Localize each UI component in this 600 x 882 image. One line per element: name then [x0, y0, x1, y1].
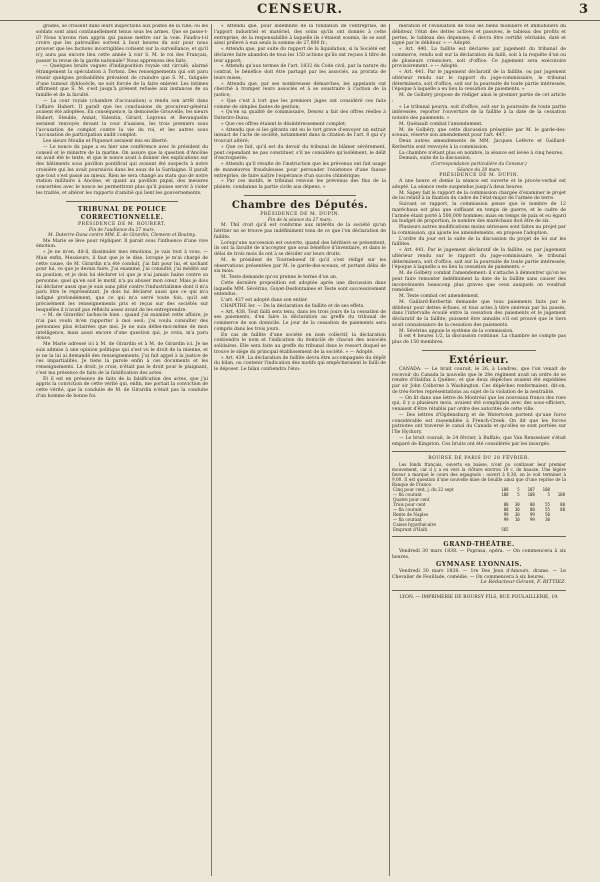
newspaper-title: CENSEUR.: [256, 2, 344, 17]
bourse-value: 108: [542, 487, 550, 493]
article-paragraph: « Je ne m'en, dit-il, dissimuler mes émotions, je vais tout à vous. — Mais enfin, Messieurs, il faut que je le dise, lorsque je m'ai chargé de cette cause, de M. Girardin n'a été conduit, j'ai fait pour lui, et sachant pour lui, ce que je devais faire. J'ai examiné, j'ai consulté, j'ai médité sur sa position, et je dois lui déclarer ici que je n'ai jamais haine contre sa personne, quel qu'en soit le motif, n'a pu abuser mon cœur. Mais je dois lui déclarer aussi que je suis sans pitié contre l'industrialisme dont il m'a paru être le représentant. Je dois lui déclarer aussi que ce qui m'a indigné profondément, que ce qui m'a serré toute fois, qu'il est précisément les renseignements pris et reçus sur des sociétés sur lesquelles il n'avait pas réfléchi assez avant de les entreprendre.: [36, 250, 208, 313]
masthead: [0, 0, 600, 21]
article-paragraph: M. de Golbéry propose de rédiger ainsi le premier partie de cet article :: [392, 93, 566, 104]
article-paragraph: « Attendu que, par suite du rapport de la liquidation, si la Société est déclarée faire abandon de tous les 150 actions qu'ils ont reçues à titre de leur apport;: [214, 47, 386, 64]
bourse-value: 5: [547, 492, 550, 498]
article-paragraph: M. de Golbéry combat l'amendement: il s'attache à démontrer qu'on ne peut faire remonter indéfiniment la date de la faillite sans causer des inconvénients beaucoup plus graves que ceux auxquels on voudrait remédier.: [392, 271, 566, 294]
bourse-value: 99: [529, 512, 535, 518]
bourse-value: 10: [514, 517, 520, 523]
article-paragraph: Demain, suite de la discussion.: [399, 156, 472, 162]
editor-signature: Le Rédacteur-Gérant, F. RITTIEZ.: [480, 579, 566, 586]
seance-presidence: PRÉSIDENCE DE M. DUPIN.: [439, 173, 519, 178]
bourse-label: Emprunt d'Haïti: [393, 527, 428, 533]
bourse-label: Caisse hypothécaire: [393, 522, 436, 528]
bourse-value: 5: [517, 492, 520, 498]
article-paragraph: Il est 4 heures 1/2, la discussion continue. La chambre ne compte pas plus de 150 membres.: [392, 334, 566, 345]
bourse-value: 108: [557, 492, 565, 498]
bourse-section: [392, 456, 566, 532]
article-paragraph: « Art. 441. Par le jugement déclaratif de la faillite, ou par jugement ultérieur rendu sur le rapport du juge-commissaire, le tribunal déterminera, soit d'office, soit sur la poursuite de toute partie intéressée, l'époque à laquelle a eu lieu la cessation de paiements. »: [392, 248, 566, 271]
bourse-value: 80: [529, 502, 535, 508]
court-audience: Fin de l'audience du 27 mars.: [88, 227, 156, 233]
bourse-value: 99: [503, 512, 509, 518]
bourse-value: 5: [517, 487, 520, 493]
bourse-value: [521, 527, 536, 532]
article-paragraph: — Quelques bruits vagues d'indisposition royale ont circulé, alarmé étrangement la spéculation à Tortoni. Des renseignements qui ont paru réunir quelques probabilités prévalent de craindre que S. M., fatiguée d'une tumeur dyblocécle, ne soit forcée de la faire enlever. Les intimes affirment que S. M. s'est jusqu'à présent refusée aux instances de sa famille et de la faculté.: [36, 64, 208, 98]
article-paragraph: M. Thil croit qu'il est conforme aux intérêts de la société qu'un héritier ne se trouve pas indéfiniment tenu de ce que l'on déclaration de faillite.: [214, 223, 386, 240]
bourse-value: 30: [514, 512, 520, 518]
article-paragraph: « Art. 440. La faillite est déclarée par jugement du tribunal de commerce, rendu soit sur la déclaration du failli, soit à la requête d'un ou de plusieurs créanciers, soit d'office. Ce jugement sera exécutoire provisoirement. » — Adopté.: [392, 47, 566, 70]
bourse-note: Les fonds français, ouverts en baisse, n'ont pu continuer leur premier mouvement, car il y a eu vers la clôture environ 10 c. de hausse. Une légère faveur a marqué le cours des espagnols : ouvert à 8,30, on le voit terminer à 9,00. Il est question d'une nouvelle mise de bouille ainsi que d'une reprise de la Banque de France.: [392, 462, 566, 488]
article-paragraph: Les sieurs Moulin et Piquenot seraient mis en liberté.: [43, 139, 169, 144]
column-rule: [389, 24, 390, 876]
article-paragraph: M. le président de Tourneboeuf lit qu'il s'est rédigé sur les observations présentées par M. le garde-des-sceaux, et portant délai de six mois.: [214, 257, 386, 275]
bourse-value: 30: [514, 502, 520, 508]
court-heading: TRIBUNAL DE POLICE CORRECTIONNELLE.: [77, 205, 167, 221]
bourse-value: 565: [501, 527, 509, 533]
article-paragraph: Et il est en présence de faits de la falsification des actes, que j'ai appris la conviction de cette vérité qui, enfin, me portait la conviction de cette vérité, que la conduite de M. de Girardin n'était pas la conduite d'un homme de bonne foi.: [36, 376, 208, 399]
bourse-row: [392, 527, 566, 532]
article-paragraph: « Attendu que si les gérants ont eu le tort grave d'envoyer un extrait inexact de l'acte de société, notamment dans la citation de l'art. 8 qui s'y trouvait altéré;: [214, 127, 386, 144]
article-paragraph: — Le bruit courait, le 24 février, à Buffalo, que Van Rensselaer s'était emparé de Kingston. Ces bruits ont été considérés par les insurgés.: [392, 435, 566, 447]
article-paragraph: La chambre n'étant plus en nombre, la séance est levée à cinq heures.: [399, 150, 564, 156]
article-paragraph: « Attendu que, pour indemnité de la fondation de l'entreprise, de l'apport industriel et matériel, des soins qu'ils ont donnés à cette entreprise, de la responsabilité à laquelle ils s'étaient soumis, ils se sont ainsi prélevé à eux seuls la somme de 27,800 fr.;: [214, 24, 386, 47]
article-paragraph: « Art. 441. Par le jugement déclaratif de la faillite, ou par jugement ultérieur rendu sur le rapport du juge-commissaire, le tribunal déterminera, soit d'office, soit sur la poursuite de toute partie intéressée, l'époque à laquelle a eu lieu la cessation de paiements. »: [392, 70, 566, 93]
bourse-value: 80: [560, 502, 565, 508]
article-paragraph: A une heure et demie la séance est ouverte et le procès-verbal est adopté. La séance reste suspendue jusqu'à deux heures.: [392, 179, 566, 190]
bourse-value: [536, 527, 551, 532]
chamber-presidence: PRÉSIDENCE DE M. DUPIN.: [260, 211, 340, 217]
bourse-value: 108: [527, 492, 535, 498]
bourse-value: 108: [501, 492, 509, 498]
section-divider: [392, 590, 566, 591]
bourse-label: Quatre pour cent: [393, 497, 430, 503]
bourse-value: 50: [545, 512, 550, 518]
article-paragraph: « Que ce fait, qu'il est du devoir du tribunal de blâmer sévèrement, peut cependant ne pas constituer, s'il ne considère qu'isolément, le délit d'escroquerie;: [214, 144, 386, 162]
article-paragraph: M. Teste demande qu'on prenne le terme d'un an.: [221, 275, 338, 280]
article-paragraph: Me Marie adressé ici à M. de Girardin et à M. de Girardin ici. Je ne suis admise à une opinion politique qui s'est vu le droit de la mienne, et je ne la lui ai demandé des renseignements. J'ai fait appel à la justice de ces impartialités. Je tiens la parole enfin à ces documents et les renseignements. Le droit, je crois, n'était pas le droit pour le plaignant, c'est ma présence de faits de la falsification des actes.: [36, 342, 208, 376]
article-paragraph: « M. de Girardin! lachez-le bien : quand j'ai examiné cette affaire, je n'ai pas voulu m'en rapporter à moi seul; j'ai voulu consulter des personnes plus éclairées que moi. Je ne suis défiei-moi-même de mon intelligence, mais aussi encore d'une question qui, je crois, m'a paru douce.: [36, 313, 208, 342]
bourse-label: Trois pour cent: [393, 502, 426, 508]
article-paragraph: Suivant ce rapport, la commission pense que le nombre de 12 maréchaux est plus que suffisant en temps de guerre, et le cadre de l'armée étant porté à 500,000 hommes; mais en temps de paix et eu égard au budget de proportion, le nombre des maréchaux doit être de six.: [392, 202, 566, 225]
bourse-value: 108: [501, 487, 509, 493]
column-rule: [211, 24, 212, 876]
bourse-label: — fin courant: [393, 507, 422, 513]
article-paragraph: M. Quénault combat l'amendement.: [399, 121, 483, 127]
article-paragraph: En cas de faillite d'une société en nom collectif, la déclaration contiendra le nom et l'indication du domicile de chacun des associés solidaires. Elle sera faite au greffe du tribunal dans le ressort duquel se trouve le siège du principal établissement de la société. » — Adopté.: [214, 332, 386, 355]
bourse-label: Rente de Naples: [393, 512, 429, 518]
article-paragraph: M. Gaillard-Kerbertin demande que tous paiements faits par le débiteur pour dettes échues, et tous actes à titre onéreux par lui passés, dans l'intervalle écoulé entre la cessation des paiements et le jugement déclaratif de la faillite, puissent être annulés s'il est prouvé que le tiers avait connaissance de la cessation des paiements.: [392, 299, 566, 328]
chamber-heading: Chambre des Députés.: [231, 199, 369, 211]
bourse-value: 80: [503, 507, 509, 513]
bourse-label: Cinq pour cent, j. du 22 sept: [393, 487, 454, 493]
bourse-value: 99: [529, 517, 535, 523]
theatre-line: Vendredi 30 mars 1838. — Poprasa, opéra. — On commencera à six heures.: [392, 549, 566, 560]
article-paragraph: — La cour royale (chambre d'accusation) a rendu son arrêt dans l'affaire Hubert. Il paraît que les conclusions du procureur-général avaient été adoptées. En conséquence, la demoiselle Grouvelle, les sieurs Hubert, Steuble, Annat, Valentin, Girard, Leproux et Bevanquelin seraient renvoyés devant la cour d'assises, les trois premiers sous l'accusation de complot contre la vie du roi, et les autres sous l'accusation de participation audit complot.: [36, 98, 208, 139]
article-paragraph: — Des lettres d'Ogdensburg et de Watertown portent qu'une force considérable est rassemblée à French-Creek. On dit que les forces patriotes ont traversé le canal du Canada et qu'elles se sont portées sur l'île Hyckory.: [392, 412, 566, 435]
article-paragraph: L'ordre du jour est la suite de la discussion du projet de loi sur les faillites.: [392, 236, 566, 248]
article-paragraph: — Le nonce du pape a eu hier une conférence avec le président du conseil et le ministre de la marine. On assure que la question d'Ancône en avait été le texte, et que le nonce avait à donner des explications sur des bâtiments sous pavillon pontifical qui avaient été suspects à notre croisière qui les avait poursuivis dans les eaux de la Sardaigne. Il paraît que tout s'est passé au mieux. Rien ne sera changé au statu quo de notre station militaire à Ancône, et quant au pavillon papal, des mesures concertées avec le nonce ne permettront plus qu'il puisse servir à violer les traités, et altérer les rapports d'amitié qui lient les gouvernements.: [36, 144, 208, 196]
chamber-seance: Fin de la séance du 27 mars.: [267, 217, 333, 223]
article-paragraph: « Que c'est à tort que les premiers juges ont considéré ces faits comme de simples fautes de gestion;: [214, 98, 386, 110]
article-paragraph: « Art. 438. Tout failli sera tenu, dans les trois jours de la cessation de ses paiements, d'en faire la déclaration au greffe du tribunal de commerce de son domicile. Le jour de la cessation de paiements sera compris dans les trois jours.: [214, 309, 386, 332]
article-paragraph: L'art. 437 est adopté dans son entier.: [221, 298, 308, 303]
article-paragraph: « Attendu qu'il résulte de l'instruction que les prévenus ont fait usage de manœuvres frauduleuses pour persuader l'existence d'une fausse entreprise, de faire naître l'espérance d'un succès chimérique;: [214, 162, 386, 179]
bourse-heading: BOURSE DE PARIS DU 28 FÉVRIER.: [428, 456, 530, 462]
article-paragraph: M. Sévérino appuie le système de la commission.: [399, 328, 514, 334]
bourse-label: — fin courant: [393, 492, 422, 498]
section-divider: [392, 536, 566, 537]
court-presidence: PRÉSIDENCE DE M. ROUBERT.: [78, 221, 166, 227]
column-3: [392, 24, 566, 876]
correspondence-note: (Correspondance particulière du Censeur.): [431, 162, 527, 167]
article-paragraph: CHAPITRE Ier. — De la déclaration de faillite et de ses effets.: [221, 303, 365, 309]
article-paragraph: Lorsqu'une succession est ouverte, quand des héritiers se présentent, ils ont la faculté de n'accepter que sous bénéfice d'inventaire, et dans le délai de trois mois ils ont à se décider sur leurs droits.: [214, 240, 386, 257]
article-paragraph: Cette dernière proposition est adoptée après une discussion dans laquelle MM. Sévérino, Guyet-Desfontaines et Teste sont successivement entendus.: [214, 280, 386, 298]
article-paragraph: « Art. 439. La déclaration de faillite devra être accompagnée du dépôt du bilan, ou contenir l'indication des motifs qui empêcheraient le failli de le déposer. Le bilan contiendra l'énu-: [214, 355, 386, 372]
exterieur-heading: Extérieur.: [448, 354, 510, 366]
article-paragraph: mération et l'évaluation de tous les biens mobiliers et immobiliers du débiteur, l'état des dettes actives et passives, le tableau des profits et pertes, le tableau des dépenses; il devra être certifié véritable, daté et signé par le débiteur. » — Adopté.: [392, 24, 566, 47]
article-paragraph: « Attendu qu'aux termes de l'art. 1832 du Code civil, par la nature du contrat, le bénéfice doit être partagé par les associés, au prorata de leurs mises;: [214, 64, 386, 81]
seance-heading: Séance du 28 mars.: [456, 167, 502, 173]
section-divider: [422, 350, 536, 351]
section-divider: [66, 201, 178, 202]
bourse-table: [392, 487, 566, 532]
bourse-value: 30: [514, 507, 520, 513]
article-paragraph: « Le tribunal pourra, soit d'office, soit sur la poursuite de toute partie intéressée, reporter l'ouverture de la faillite à la date de la cessation notoire des paiements. »: [392, 104, 566, 121]
gymnase-line: Vendredi 30 mars 1838. — 1re Des Jeux d'Amours, drame. — Le Chevalier de Feuillade, comédie. — On commencera à six heures.: [392, 568, 566, 580]
article-paragraph: M. Teste combat cet amendement.: [399, 294, 480, 299]
article-paragraph: Plusieurs autres modifications moins sérieuses sont faites au projet par la commission, qui ajoute les amendements, en propose l'adoption.: [392, 225, 566, 236]
article-paragraph: M. Sapey fait le rapport de la commission chargée d'examiner le projet de loi relatif à la fixation du cadre de l'état-major de l'armée de terre.: [392, 190, 566, 202]
article-paragraph: CANADA. — Le bruit courait, le 26, à Londres, que l'on venait de recevoir du Canada la nouvelle que le 28e régiment avait un ordre de se rendre d'Halifax à Québec, et que deux dépêches avaient été expédiées par sir John Colborne à Washington. Ces dépêches renfermaient, dit-on, de très-fortes représentations au sujet de la violation de la neutralité.: [392, 366, 566, 395]
article-paragraph: « Qu'en sa qualité de commissaire, Desrez a fait des offres réelles à Duterire-Duna;: [214, 110, 386, 121]
court-parties: M. Duterire-Duna contre MM. E. de Girardin, Clemenn et Boutmy.: [48, 233, 196, 238]
article-paragraph: Me Marie se lève pour répliquer. Il parait sous l'influence d'une vive émotion.: [36, 238, 208, 250]
section-divider: [244, 195, 356, 196]
article-paragraph: Deux autres amendements de MM. Jacques Lefèvre et Gaillard-Kerbertin sont renvoyés à la commission.: [392, 139, 566, 150]
column-1: [36, 24, 208, 876]
page-number: 3: [578, 2, 588, 17]
article-paragraph: « Que ces offres étaient le désintéressement complet;: [221, 121, 347, 127]
theatre-heading: GRAND-THÉÂTRE.: [443, 541, 515, 549]
section-divider: [392, 451, 566, 452]
gymnase-heading: GYMNASE LYONNAIS.: [435, 560, 522, 568]
article-paragraph: « Par ces motifs, le tribunal renvoie les prévenus des fins de la plainte, condamne la partie civile aux dépens. »: [214, 179, 386, 190]
bourse-value: 80: [529, 507, 535, 513]
article-paragraph: grades, se croisent dans leurs inspections aux postes de la ville; où les soldats sont ainsi continuellement tenus sous les armes. Que se passe-t-il? Nous n'avons rien appris qui puisse mettre sur la voie. Faudra-t-il croire que les patrouilles sortent à bout heures du soir pour nous prouver que les factions incorrigibles cotisent sur la surveillance, et qu'il n'y aura pas encore lieu cette année à voir S. M. le roi des Français, passer la revue de la garde nationale? Nous apprenons des faits.: [36, 24, 208, 64]
bourse-value: 99: [503, 517, 509, 523]
bourse-value: 80: [503, 502, 509, 508]
bourse-value: 30: [545, 517, 550, 523]
printer-imprint: LYON. — IMPRIMERIE DE BOURSY FILS, RUE POULAILLERIE, 19.: [399, 595, 559, 600]
article-paragraph: — On lit dans une lettre de Montréal que les nouveaux francs des rues qui, il y a plusieurs mois, avaient été compliqués avec des sous-officiers, venaient d'être rétablis par ordre des autorités de cette ville.: [392, 395, 566, 412]
bourse-value: 80: [560, 507, 565, 513]
bourse-value: 107: [527, 487, 535, 493]
bourse-label: — fin courant: [393, 517, 422, 523]
bourse-value: 55: [545, 507, 550, 513]
column-2: [214, 24, 386, 876]
bourse-value: [510, 527, 521, 532]
article-paragraph: M. de Golbéry, que cette discussion présentée par M. le garde-des-sceaux, réserve son amendement pour l'art. 447.: [392, 127, 566, 139]
article-paragraph: « Attendu que, par ses nombreuses démarches, les appelants ont cherché à tromper leurs associés et à se soustraire à l'action de la justice;: [214, 81, 386, 98]
bourse-value: 55: [545, 502, 550, 508]
